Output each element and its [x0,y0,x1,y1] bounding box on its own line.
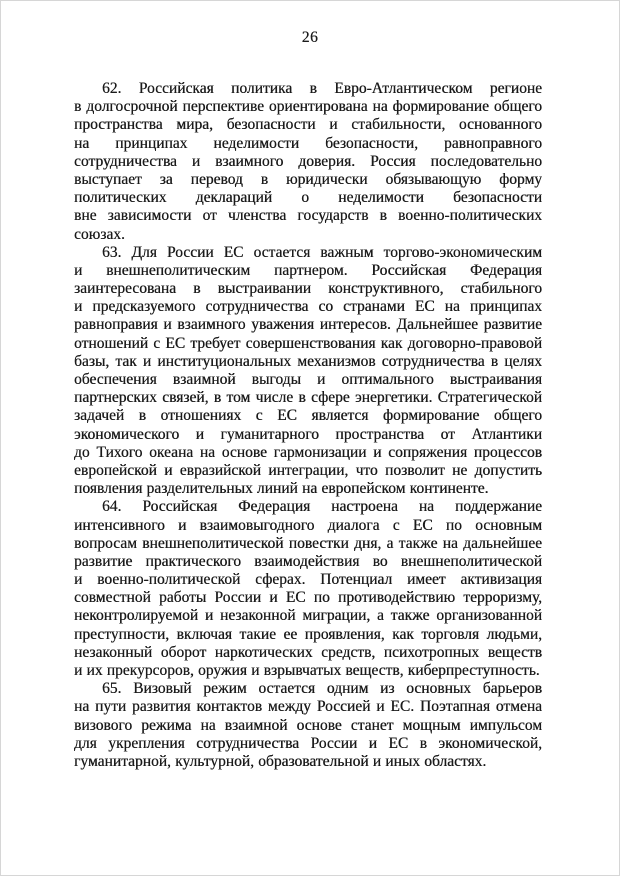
text-line: задачей в отношениях с ЕС является формирование общего [74,407,542,425]
text-line: 64. Российская Федерация настроена на поддержание [102,498,542,516]
document-body [74,80,542,771]
text-line: и внешнеполитическим партнером. Российская Федерация [74,261,542,279]
text-line: вопросам внешнеполитической повестки дня, а также на дальнейшее [74,534,542,552]
page-number: 26 [301,29,319,46]
text-line: визового режима на взаимной основе станет мощным импульсом [74,716,542,734]
text-line: и военно-политической сферах. Потенциал имеет активизация [74,571,542,589]
text-line: преступности, включая такие ее проявления, как торговля людьми, [74,625,542,643]
text-line: заинтересована в выстраивании конструктивного, стабильного [74,280,542,298]
text-line: на принципах неделимости безопасности, равноправного [74,134,542,152]
text-line: равноправия и взаимного уважения интересов. Дальнейшее развитие [74,316,542,334]
text-line: обеспечения взаимной выгоды и оптимального выстраивания [74,371,542,388]
text-line: европейской и евразийской интеграции, что позволит не допустить [74,461,542,479]
text-line: в долгосрочной перспективе ориентирована на формирование общего [74,98,542,116]
text-line: появления разделительных линий на европейском континенте. [74,480,489,498]
text-line: совместной работы России и ЕС по противодействию терроризму, [74,589,542,607]
text-line: и их прекурсоров, оружия и взрывчатых веществ, киберпреступность. [74,662,540,679]
text-line: союзах. [74,225,125,243]
text-line: 62. Российская политика в Евро-Атлантическом регионе [102,80,542,97]
text-line: и предсказуемого сотрудничества со странами ЕС на принципах [74,298,542,316]
text-line: для укрепления сотрудничества России и ЕС в экономической, [74,734,542,752]
text-line: экономического и гуманитарного пространства от Атлантики [74,425,542,443]
paragraph [74,498,542,680]
text-line: выступает за перевод в юридически обязывающую форму [74,170,542,188]
text-line: развитие практического взаимодействия во внешнеполитической [74,552,542,570]
text-line: 65. Визовый режим остается одним из основных барьеров [102,680,542,698]
text-line: незаконный оборот наркотических средств, психотропных веществ [74,643,542,661]
text-line: гуманитарной, культурной, образовательной и иных областях. [74,752,487,770]
text-line: политических деклараций о неделимости безопасности [74,189,542,207]
paragraph [74,244,542,499]
text-line: неконтролируемой и незаконной миграции, а также организованной [74,607,542,625]
text-line: отношений с ЕС требует совершенствования как договорно-правовой [74,334,542,352]
text-line: вне зависимости от членства государств в военно-политических [74,207,542,225]
text-line: партнерских связей, в том числе в сфере энергетики. Стратегической [74,389,542,407]
text-line: на пути развития контактов между Россией и ЕС. Поэтапная отмена [74,698,542,716]
text-line: базы, так и институциональных механизмов сотрудничества в целях [74,352,542,370]
paragraph [74,80,542,244]
text-line: до Тихого океана на основе гармонизации и сопряжения процессов [74,443,542,461]
paragraph [74,680,542,771]
text-line: 63. Для России ЕС остается важным торгово-экономическим [102,243,542,261]
text-line: пространства мира, безопасности и стабильности, основанного [74,116,542,134]
text-line: сотрудничества и взаимного доверия. Россия последовательно [74,152,542,170]
text-line: интенсивного и взаимовыгодного диалога с ЕС по основным [74,516,542,534]
